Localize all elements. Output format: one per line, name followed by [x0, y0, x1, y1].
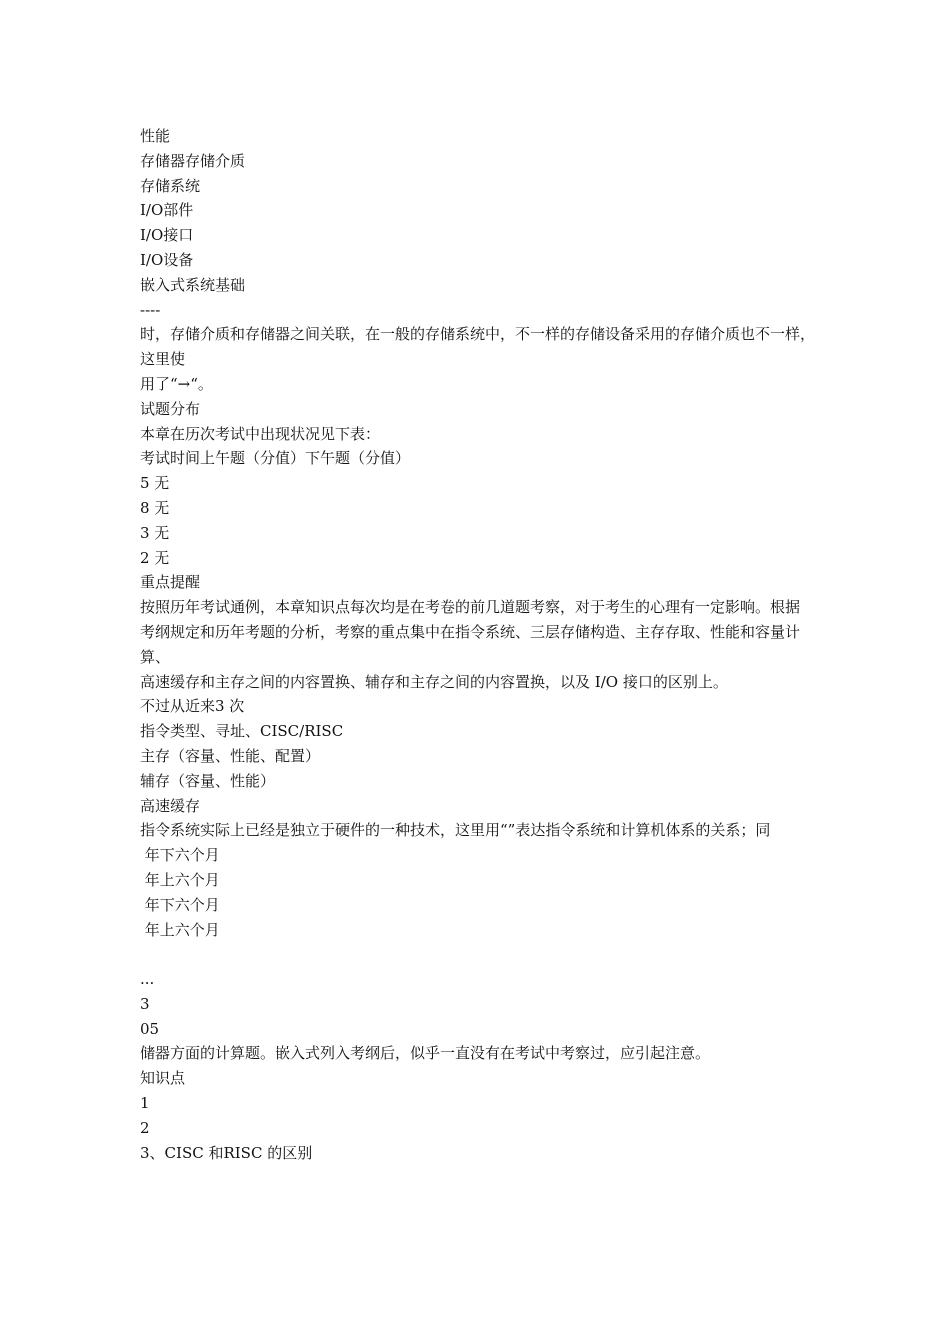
section-heading: 试题分布: [140, 399, 201, 418]
text-line: I/O部件: [140, 201, 194, 220]
text-line: 05: [140, 1019, 160, 1038]
document-body: [140, 124, 820, 1165]
text-line: 年下六个月: [140, 895, 220, 914]
paragraph-key: 高速缓存和主存之间的内容置换、辅存和主存之间的内容置换，以及 I/O 接口的区别上。: [140, 672, 728, 691]
text-line: 不过从近来3 次: [140, 697, 245, 716]
table-row: 8 无: [140, 498, 170, 517]
table-row: 2 无: [140, 548, 170, 567]
text-line: 高速缓存: [140, 796, 201, 815]
text-line: I/O设备: [140, 250, 194, 269]
text-line: 用了“→“。: [140, 374, 213, 393]
text-line: 性能: [140, 127, 171, 145]
text-line: 3、CISC 和RISC 的区别: [140, 1143, 313, 1162]
paragraph-instruction: 指令系统实际上已经是独立于硬件的一种技术，这里用“”表达指令系统和计算机体系的关系；同: [140, 821, 771, 840]
text-line: 1: [140, 1094, 150, 1113]
separator-line: ----: [140, 300, 161, 319]
section-heading: 知识点: [140, 1069, 186, 1088]
table-header: 考试时间上午题（分值）下午题（分值）: [140, 449, 411, 468]
section-heading: 重点提醒: [140, 573, 201, 592]
text-line: I/O接口: [140, 226, 194, 245]
text-line: 存储器存储介质: [140, 151, 246, 170]
text-line: 主存（容量、性能、配置）: [140, 746, 321, 765]
text-line: 指令类型、寻址、CISC/RISC: [140, 722, 344, 741]
text-line: 嵌入式系统基础: [140, 275, 246, 294]
ellipsis-line: ...: [140, 970, 155, 989]
text-line: 2: [140, 1118, 150, 1137]
text-line: 年上六个月: [140, 920, 220, 939]
text-line: 储器方面的计算题。嵌入式列入考纲后，似乎一直没有在考试中考察过，应引起注意。: [140, 1044, 711, 1063]
text-line: 本章在历次考试中出现状况见下表：: [140, 424, 381, 443]
text-line: 存储系统: [140, 176, 201, 195]
text-line: 年上六个月: [140, 870, 220, 889]
paragraph-storage: 时，存储介质和存储器之间关联，在一般的存储系统中，不一样的存储设备采用的存储介质也不一样，这里使: [140, 325, 816, 369]
text-line: 年下六个月: [140, 846, 220, 865]
blank-line: [140, 942, 820, 967]
paragraph-key: 按照历年考试通例，本章知识点每次均是在考卷的前几道题考察，对于考生的心理有一定影响。根据: [140, 598, 801, 617]
table-row: 5 无: [140, 474, 170, 493]
text-line: 辅存（容量、性能）: [140, 771, 276, 790]
table-row: 3 无: [140, 523, 170, 542]
paragraph-key: 考纲规定和历年考题的分析，考察的重点集中在指令系统、三层存储构造、主存存取、性能和容量计算、: [140, 622, 801, 666]
text-line: 3: [140, 994, 150, 1013]
